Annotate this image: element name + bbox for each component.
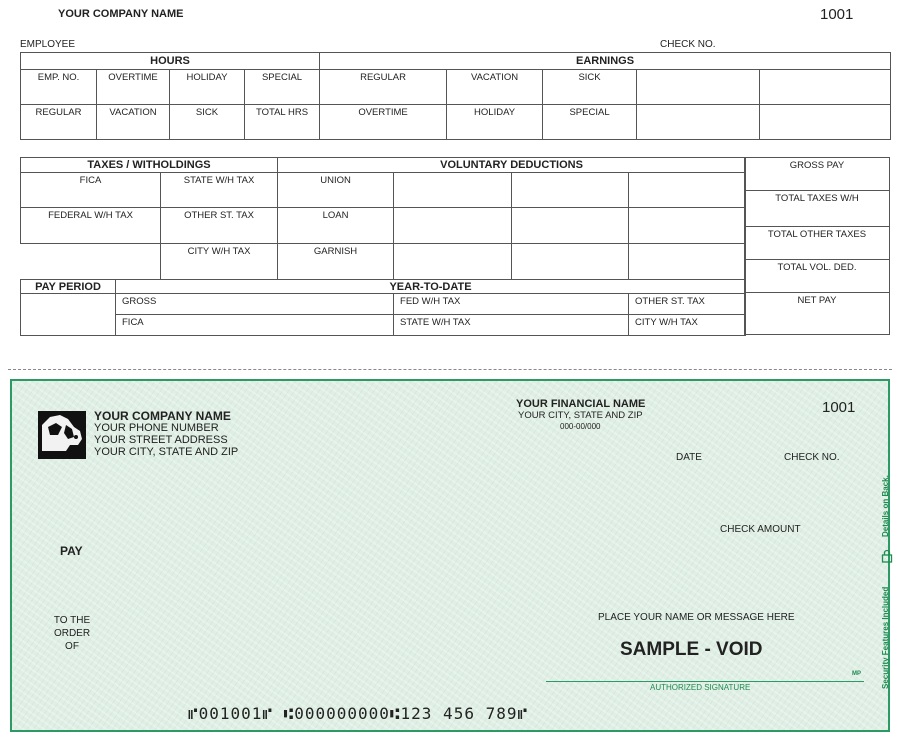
vol-blank-cell [629,173,746,208]
vol-blank-cell [394,244,512,280]
security-features-text: Security Features Included [881,586,890,689]
tax-blank-cell [21,244,161,280]
ytd-fed-wh-cell: FED W/H TAX [394,294,629,315]
totals-table [744,157,890,335]
state-wh-cell: STATE W/H TAX [161,173,278,208]
employee-label: EMPLOYEE [20,39,76,50]
company-logo [38,411,86,459]
total-other-taxes-cell: TOTAL OTHER TAXES [745,227,890,260]
bank-name: YOUR FINANCIAL NAME [516,398,646,410]
loan-cell: LOAN [278,208,394,244]
vol-blank-cell [394,208,512,244]
security-details-text: Details on Back. [881,475,890,537]
total-taxes-cell: TOTAL TAXES W/H [745,191,890,227]
stub-company-name: YOUR COMPANY NAME [58,8,184,20]
security-sidebar [880,461,894,691]
message-line: PLACE YOUR NAME OR MESSAGE HERE [598,612,795,623]
ytd-title: YEAR-TO-DATE [116,280,746,294]
hours-sick-cell: SICK [170,105,245,140]
ytd-other-st-cell: OTHER ST. TAX [629,294,746,315]
earn-overtime-cell: OVERTIME [320,105,447,140]
total-vol-ded-cell: TOTAL VOL. DED. [745,260,890,293]
vol-blank-cell [394,173,512,208]
gross-pay-cell: GROSS PAY [745,158,890,191]
garnish-cell: GARNISH [278,244,394,280]
taxes-deductions-table [20,157,746,336]
check-no-label: CHECK NO. [784,452,840,463]
order-label [42,614,102,653]
other-st-cell: OTHER ST. TAX [161,208,278,244]
vol-blank-cell [629,208,746,244]
vol-blank-cell [512,173,629,208]
net-pay-cell: NET PAY [745,293,890,335]
order-label-line2: ORDER [53,628,91,639]
ytd-fica-cell: FICA [116,315,394,336]
hours-vacation-cell: VACATION [97,105,170,140]
routing-fraction: 000-00/000 [560,422,601,431]
pay-period-cell [21,294,116,336]
earn-special-cell: SPECIAL [543,105,637,140]
hours-title: HOURS [21,53,320,70]
signature-line [546,681,864,682]
vol-blank-cell [512,208,629,244]
stub-check-number: 1001 [820,6,854,23]
check-company-phone: YOUR PHONE NUMBER [94,422,219,434]
earn-vacation-cell: VACATION [447,70,543,105]
stub-check-no-label: CHECK NO. [660,39,716,50]
date-label: DATE [676,452,702,463]
ytd-city-wh-cell: CITY W/H TAX [629,315,746,336]
ytd-state-wh-cell: STATE W/H TAX [394,315,629,336]
earnings-title: EARNINGS [320,53,891,70]
hours-regular-cell: REGULAR [21,105,97,140]
federal-wh-cell: FEDERAL W/H TAX [21,208,161,244]
check-amount-label: CHECK AMOUNT [720,524,801,535]
check-number: 1001 [822,399,856,416]
perforation-line [8,369,892,370]
vol-blank-cell [512,244,629,280]
hours-special-cell: SPECIAL [245,70,320,105]
earn-blank-cell [637,105,760,140]
hours-holiday-cell: HOLIDAY [170,70,245,105]
padlock-icon [881,549,893,563]
taxes-title: TAXES / WITHOLDINGS [21,158,278,173]
voluntary-title: VOLUNTARY DEDUCTIONS [278,158,746,173]
earn-blank-cell [760,105,891,140]
micr-line: ⑈001001⑈ ⑆000000000⑆123 456 789⑈ [188,704,529,723]
hours-earnings-table [20,52,891,140]
earn-blank-cell [637,70,760,105]
hours-overtime-cell: OVERTIME [97,70,170,105]
check-company-street: YOUR STREET ADDRESS [94,434,228,446]
pay-label: PAY [60,544,83,558]
union-cell: UNION [278,173,394,208]
emp-no-cell: EMP. NO. [21,70,97,105]
pay-period-title: PAY PERIOD [21,280,116,294]
earn-blank-cell [760,70,891,105]
order-label-line1: TO THE [53,615,91,626]
check-face [10,379,890,732]
vol-blank-cell [629,244,746,280]
city-wh-cell: CITY W/H TAX [161,244,278,280]
earn-holiday-cell: HOLIDAY [447,105,543,140]
earn-sick-cell: SICK [543,70,637,105]
fica-cell: FICA [21,173,161,208]
bank-city: YOUR CITY, STATE AND ZIP [518,410,643,421]
earn-regular-cell: REGULAR [320,70,447,105]
check-company-city: YOUR CITY, STATE AND ZIP [94,446,239,458]
ytd-gross-cell: GROSS [116,294,394,315]
signature-label: AUTHORIZED SIGNATURE [650,683,751,692]
mp-icon: MP [852,671,861,677]
hours-total-cell: TOTAL HRS [245,105,320,140]
void-text: SAMPLE - VOID [620,639,763,660]
order-label-line3: OF [65,641,79,652]
check-company-name: YOUR COMPANY NAME [94,409,231,423]
